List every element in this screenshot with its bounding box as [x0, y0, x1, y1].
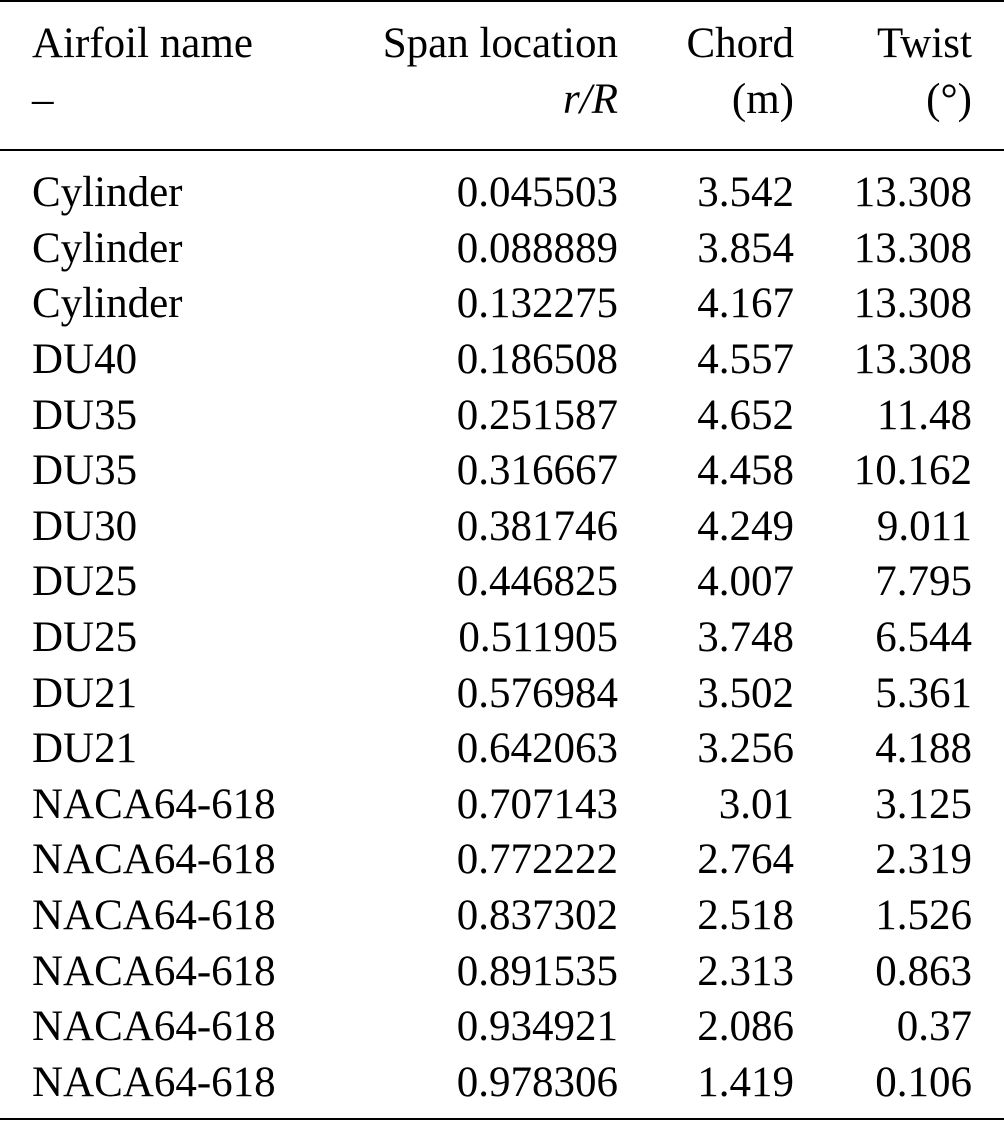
table-row	[0, 221, 1004, 277]
twist-cell: 5.361	[875, 669, 972, 717]
header-airfoil-name: Airfoil name	[0, 1, 330, 72]
airfoil-name-cell: NACA64-618	[32, 1003, 276, 1051]
chord-cell: 4.557	[697, 335, 794, 383]
twist-cell: 13.308	[853, 280, 972, 328]
chord-cell: 2.313	[697, 947, 794, 995]
airfoil-name-cell: NACA64-618	[32, 891, 276, 939]
twist-cell: 0.106	[794, 1055, 1004, 1120]
airfoil-name-cell: NACA64-618	[32, 947, 276, 995]
twist-cell: 3.125	[875, 780, 972, 828]
span-location-cell: 0.446825	[456, 558, 618, 606]
table-row	[0, 610, 1004, 666]
table-row	[0, 888, 1004, 944]
twist-cell: 10.162	[853, 447, 972, 495]
header-airfoil-unit: –	[0, 72, 330, 151]
airfoil-name-cell: DU25	[32, 613, 138, 661]
chord-cell: 1.419	[618, 1055, 794, 1120]
airfoil-name-cell: DU30	[32, 502, 138, 550]
twist-cell: 6.544	[875, 613, 972, 661]
airfoil-name-cell: Cylinder	[32, 224, 183, 272]
chord-cell: 4.652	[697, 391, 794, 439]
table-row	[0, 944, 1004, 1000]
table-row	[0, 832, 1004, 888]
chord-cell: 3.748	[697, 613, 794, 661]
airfoil-name-cell: Cylinder	[32, 169, 183, 217]
chord-cell: 3.502	[697, 669, 794, 717]
span-location-cell: 0.381746	[456, 502, 618, 550]
span-location-cell: 0.891535	[456, 947, 618, 995]
airfoil-name-cell: DU25	[32, 558, 138, 606]
twist-cell: 0.37	[896, 1003, 972, 1051]
table-row	[0, 332, 1004, 388]
table-body	[0, 150, 1004, 1119]
span-location-cell: 0.772222	[456, 836, 618, 884]
span-location-cell: 0.251587	[456, 391, 618, 439]
header-twist-unit: (°)	[794, 72, 1004, 151]
chord-cell: 4.458	[697, 447, 794, 495]
twist-cell: 9.011	[876, 502, 972, 550]
twist-cell: 2.319	[875, 836, 972, 884]
table-row	[0, 777, 1004, 833]
chord-cell: 4.007	[697, 558, 794, 606]
header-chord: Chord	[618, 1, 794, 72]
chord-cell: 4.167	[697, 280, 794, 328]
airfoil-name-cell: DU35	[32, 447, 138, 495]
header-chord-unit: (m)	[618, 72, 794, 151]
twist-cell: 0.863	[875, 947, 972, 995]
chord-cell: 3.256	[697, 725, 794, 773]
header-row-1	[0, 1, 1004, 72]
twist-cell: 4.188	[875, 725, 972, 773]
span-location-cell: 0.642063	[456, 725, 618, 773]
airfoil-name-cell: NACA64-618	[32, 780, 276, 828]
span-location-cell: 0.316667	[456, 447, 618, 495]
table-row	[0, 388, 1004, 444]
chord-cell: 3.854	[697, 224, 794, 272]
twist-cell: 11.48	[876, 391, 972, 439]
chord-cell: 3.542	[697, 169, 794, 217]
span-location-cell: 0.837302	[456, 891, 618, 939]
table-row	[0, 999, 1004, 1055]
chord-cell: 2.764	[697, 836, 794, 884]
airfoil-name-cell: DU35	[32, 391, 138, 439]
table-row	[0, 276, 1004, 332]
table-row	[0, 554, 1004, 610]
header-row-2	[0, 72, 1004, 151]
twist-cell: 7.795	[875, 558, 972, 606]
span-location-cell: 0.088889	[456, 224, 618, 272]
table-row	[0, 150, 1004, 221]
span-location-cell: 0.934921	[456, 1003, 618, 1051]
airfoil-name-cell: Cylinder	[32, 280, 183, 328]
airfoil-name-cell: DU40	[32, 335, 138, 383]
span-location-cell: 0.707143	[456, 780, 618, 828]
header-span-location: Span location	[330, 1, 618, 72]
span-location-cell: 0.132275	[456, 280, 618, 328]
airfoil-name-cell: NACA64-618	[0, 1055, 330, 1120]
chord-cell: 4.249	[697, 502, 794, 550]
table-header	[0, 1, 1004, 150]
airfoil-name-cell: DU21	[32, 669, 138, 717]
header-twist: Twist	[794, 1, 1004, 72]
twist-cell: 1.526	[875, 891, 972, 939]
span-location-cell: 0.045503	[456, 169, 618, 217]
airfoil-name-cell: DU21	[32, 725, 138, 773]
table-row	[0, 1055, 1004, 1120]
airfoil-name-cell: NACA64-618	[32, 836, 276, 884]
twist-cell: 13.308	[853, 169, 972, 217]
span-location-cell: 0.511905	[458, 613, 618, 661]
chord-cell: 2.518	[697, 891, 794, 939]
table-row	[0, 721, 1004, 777]
table-row	[0, 443, 1004, 499]
span-location-cell: 0.576984	[456, 669, 618, 717]
table-row	[0, 499, 1004, 555]
chord-cell: 3.01	[718, 780, 794, 828]
table-row	[0, 666, 1004, 722]
header-span-unit: r/R	[330, 72, 618, 151]
chord-cell: 2.086	[697, 1003, 794, 1051]
twist-cell: 13.308	[853, 335, 972, 383]
span-location-cell: 0.978306	[330, 1055, 618, 1120]
span-location-cell: 0.186508	[456, 335, 618, 383]
twist-cell: 13.308	[853, 224, 972, 272]
